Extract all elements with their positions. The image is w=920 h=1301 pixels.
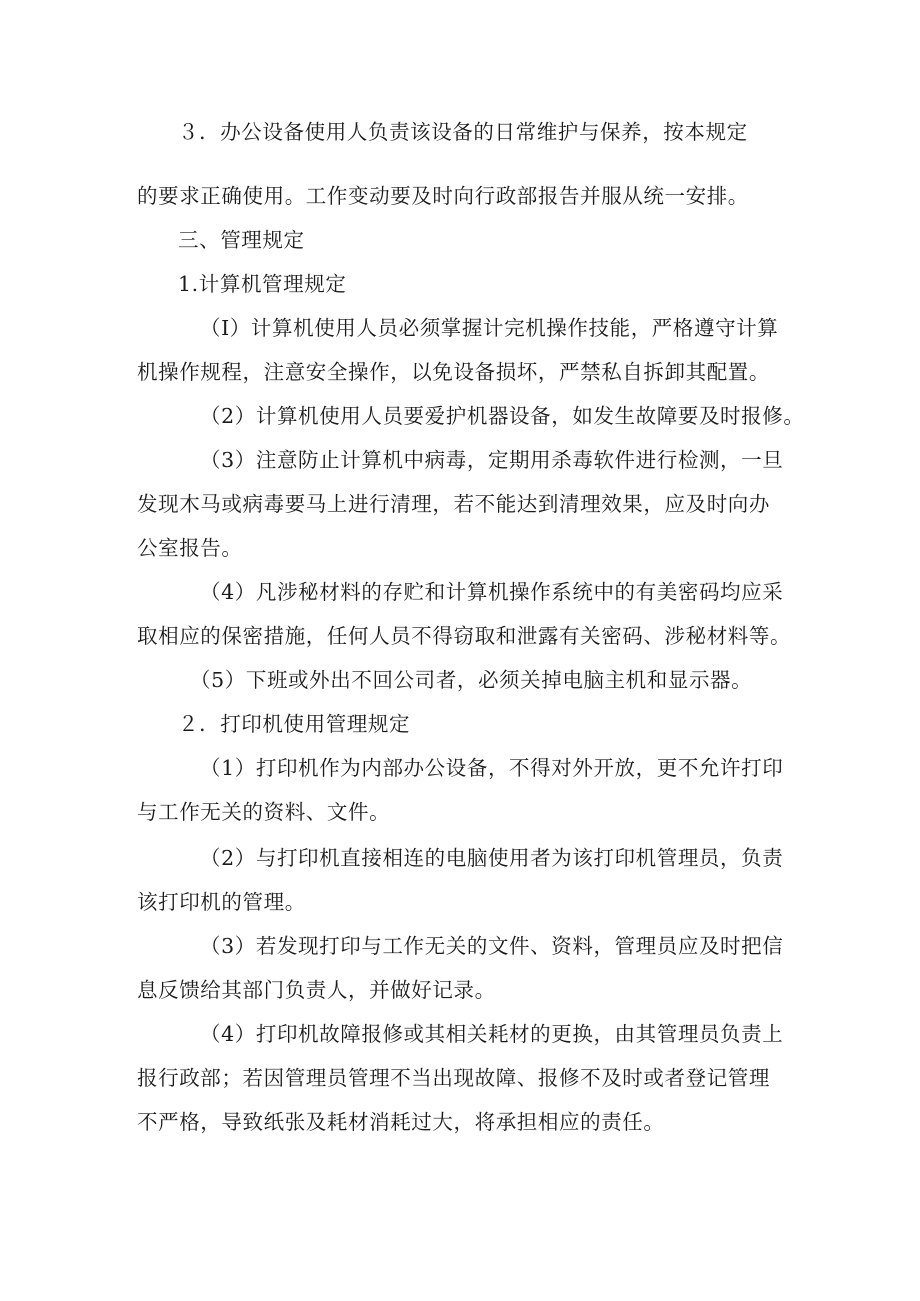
paragraph-line-18: 该打印机的管理。 <box>137 890 306 914</box>
paragraph-line-20: 息反馈给其部门负责人，并做好记录。 <box>137 978 496 1002</box>
section-heading: 三、管理规定 <box>178 228 305 252</box>
paragraph-line-15: （1）打印机作为内部办公设备，不得对外开放，更不允许打印 <box>200 756 784 780</box>
subsection-heading-computer: 1.计算机管理规定 <box>178 272 347 296</box>
paragraph-line-2: 的要求正确使用。工作变动要及时向行政部报告并服从统一安排。 <box>137 184 749 208</box>
paragraph-line-11: （4）凡涉秘材料的存贮和计算机操作系统中的有美密码均应采 <box>200 580 784 604</box>
paragraph-line-12: 取相应的保密措施，任何人员不得窃取和泄露有关密码、涉秘材料等。 <box>137 624 792 648</box>
paragraph-line-17: （2）与打印机直接相连的电脑使用者为该打印机管理员，负责 <box>200 846 784 870</box>
subsection-heading-printer: ２．打印机使用管理规定 <box>178 712 411 736</box>
paragraph-line-8: （3）注意防止计算机中病毒，定期用杀毒软件进行检测，一旦 <box>200 448 784 472</box>
paragraph-line-22: 报行政部；若因管理员管理不当出现故障、报修不及时或者登记管理 <box>137 1066 770 1090</box>
paragraph-line-5: （I）计算机使用人员必须掌握计完机操作技能，严格遵守计算 <box>200 316 779 340</box>
paragraph-line-16: 与工作无关的资料、文件。 <box>137 800 391 824</box>
paragraph-line-6: 机操作规程，注意安全操作，以免设备损坏，严禁私自拆卸其配置。 <box>137 360 770 384</box>
paragraph-line-21: （4）打印机故障报修或其相关耗材的更换，由其管理员负责上 <box>200 1022 784 1046</box>
paragraph-line-1: ３．办公设备使用人负责该设备的日常维护与保养，按本规定 <box>178 120 748 144</box>
paragraph-line-9: 发现木马或病毒要马上进行清理，若不能达到清理效果，应及时向办 <box>137 492 770 516</box>
paragraph-line-13: （5）下班或外出不回公司者，必须关掉电脑主机和显示器。 <box>190 668 753 692</box>
paragraph-line-10: 公室报告。 <box>137 536 243 560</box>
paragraph-line-23: 不严格，导致纸张及耗材消耗过大，将承担相应的责任。 <box>137 1110 665 1134</box>
paragraph-line-19: （3）若发现打印与工作无关的文件、资料，管理员应及时把信 <box>200 934 784 958</box>
paragraph-line-7: （2）计算机使用人员要爱护机器设备，如发生故障要及时报修。 <box>200 404 805 428</box>
